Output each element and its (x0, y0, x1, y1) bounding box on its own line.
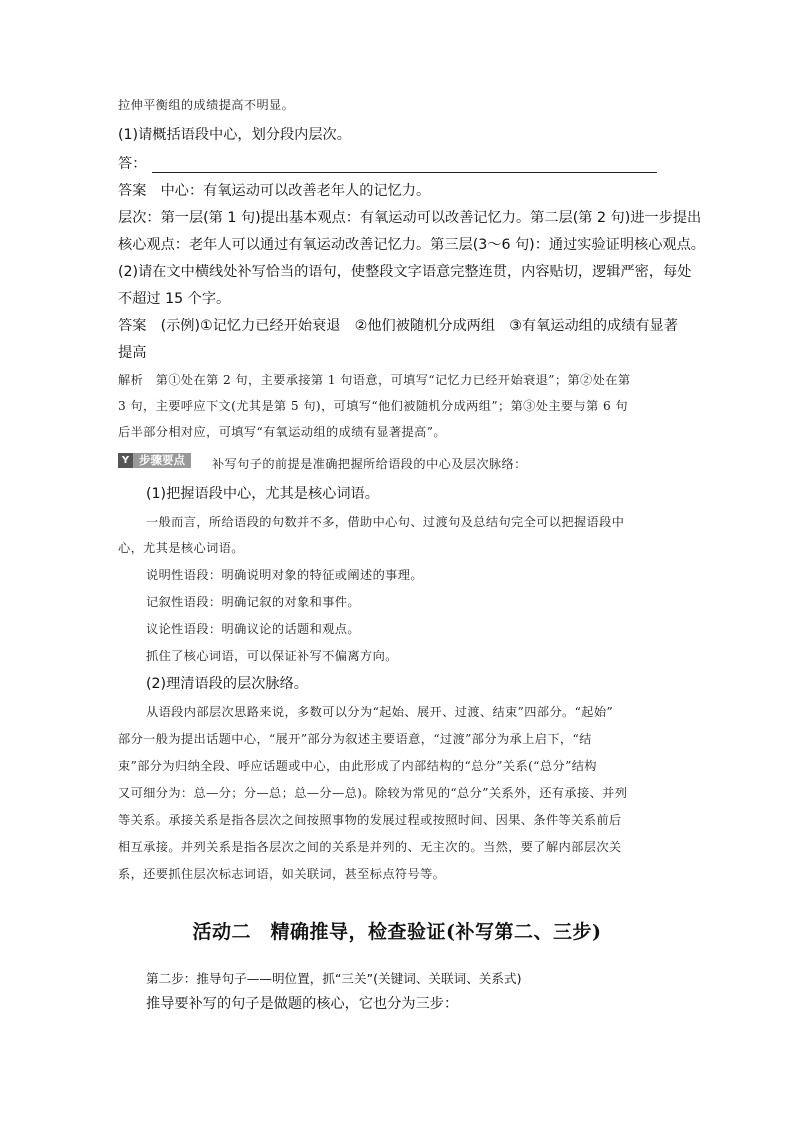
text-line: 层次：第一层(第 1 句)提出基本观点：有氧运动可以改善记忆力。第二层(第 2 句)进一步提出 (118, 210, 702, 226)
question-2: (2)请在文中横线处补写恰当的语句，使整段文字语意完整连贯，内容贴切，逻辑严密，每处 (118, 264, 692, 280)
text-line: 拉伸平衡组的成绩提高不明显。 (118, 98, 295, 112)
text-line: 推导要补写的句子是做题的核心，它也分为三步： (146, 996, 459, 1012)
text-line: 核心观点：老年人可以通过有氧运动改善记忆力。第三层(3～6 句)：通过实验证明核心观点。 (118, 237, 705, 253)
text-line: 相互承接。并列关系是指各层次之间的关系是并列的、无主次的。当然，要了解内部层次关 (118, 840, 622, 854)
answer-row (118, 153, 657, 173)
text-line: 不超过 15 个字。 (118, 291, 231, 307)
point-2-title: (2)理清语段的层次脉络。 (146, 676, 308, 692)
steps-badge (118, 451, 203, 469)
text-line: 记叙性语段：明确记叙的对象和事件。 (146, 595, 360, 609)
analysis-line: 后半部分相对应，可填写“有氧运动组的成绩有显著提高”。 (118, 425, 446, 439)
text-line: 等关系。承接关系是指各层次之间按照事物的发展过程或按照时间、因果、条件等关系前后 (118, 813, 622, 827)
analysis-line: 解析 第①处在第 2 句，主要承接第 1 句语意，可填写“记忆力已经开始衰退”；第②处在第 (118, 373, 631, 387)
answer-label: 答： (118, 156, 147, 172)
step-two-title: 第二步：推导句子——明位置，抓“三关”(关键词、关联词、关系式) (146, 971, 522, 986)
text-line: 一般而言，所给语段的句数并不多，借助中心句、过渡句及总结句完全可以把握语段中 (146, 515, 625, 529)
text-line: 又可细分为：总—分；分—总；总—分—总)。除较为常见的“总分”关系外，还有承接、并列 (118, 786, 628, 800)
text-line: 束”部分为归纳全段、呼应话题或中心，由此形成了内部结构的“总分”关系(“总分”结构 (118, 759, 597, 773)
answer-1: 答案 中心：有氧运动可以改善老年人的记忆力。 (118, 183, 431, 199)
text-line: 说明性语段：明确说明对象的特征或阐述的事理。 (146, 568, 423, 582)
text-line: 部分一般为提出话题中心，“展开”部分为叙述主要语意，“过渡”部分为承上启下，“结 (118, 732, 592, 746)
section-heading: 活动二 精确推导，检查验证(补写第二、三步) (192, 921, 602, 943)
text-line: 心，尤其是核心词语。 (118, 541, 244, 555)
answer-2: 答案 (示例)①记忆力已经开始衰退 ②他们被随机分成两组 ③有氧运动组的成绩有显著 (118, 318, 678, 334)
analysis-line: 3 句，主要呼应下文(尤其是第 5 句)，可填写“他们被随机分成两组”；第③处主要与第 6 句 (118, 399, 628, 413)
text-line: 抓住了核心词语，可以保证补写不偏离方向。 (146, 649, 398, 663)
text-line: 议论性语段：明确议论的话题和观点。 (146, 622, 360, 636)
answer-blank-line (152, 158, 657, 173)
badge-label: 步骤要点 (133, 453, 191, 468)
text-line: 从语段内部层次思路来说，多数可以分为“起始、展开、过渡、结束”四部分。“起始” (146, 705, 614, 719)
text-line: 系，还要抓住层次标志词语，如关联词，甚至标点符号等。 (118, 867, 446, 881)
point-1-title: (1)把握语段中心，尤其是核心词语。 (146, 486, 379, 502)
text-line: 提高 (118, 345, 147, 361)
badge-icon: Y (118, 453, 133, 468)
question-1: (1)请概括语段中心，划分段内层次。 (118, 127, 351, 143)
badge-intro: 补写句子的前提是准确把握所给语段的中心及层次脉络： (212, 457, 527, 471)
